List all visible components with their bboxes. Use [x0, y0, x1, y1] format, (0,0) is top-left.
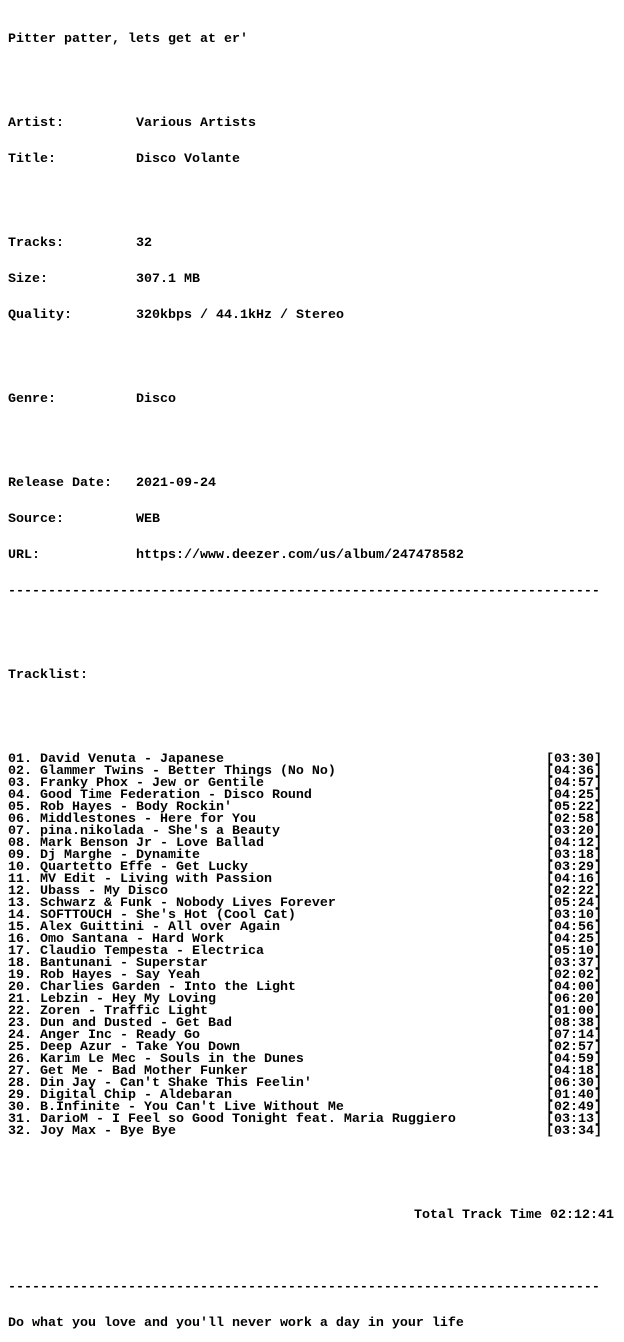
- source-label: Source:: [8, 512, 64, 527]
- url-value[interactable]: https://www.deezer.com/us/album/247478582: [136, 548, 464, 563]
- track-title: 10. Quartetto Effe - Get Lucky: [8, 860, 248, 875]
- track-title: 04. Good Time Federation - Disco Round: [8, 788, 312, 803]
- track-duration: [05:24]: [546, 896, 602, 911]
- track-title: 01. David Venuta - Japanese: [8, 752, 224, 767]
- url-row: [8, 550, 614, 562]
- track-title: 26. Karim Le Mec - Souls in the Dunes: [8, 1052, 304, 1067]
- track-duration: [03:30]: [546, 752, 602, 767]
- track-duration: [04:16]: [546, 872, 602, 887]
- tracks-label: Tracks:: [8, 236, 64, 251]
- track-title: 05. Rob Hayes - Body Rockin': [8, 800, 232, 815]
- track-duration: [07:14]: [546, 1028, 602, 1043]
- track-title: 30. B.Infinite - You Can't Live Without Me: [8, 1100, 344, 1115]
- tracks-value: 32: [136, 236, 152, 251]
- release-date-row: [8, 478, 614, 490]
- track-title: 23. Dun and Dusted - Get Bad: [8, 1016, 232, 1031]
- size-label: Size:: [8, 272, 48, 287]
- track-title: 03. Franky Phox - Jew or Gentile: [8, 776, 264, 791]
- track-duration: [01:00]: [546, 1004, 602, 1019]
- artist-row: [8, 118, 614, 130]
- track-title: 08. Mark Benson Jr - Love Ballad: [8, 836, 264, 851]
- track-duration: [05:22]: [546, 800, 602, 815]
- track-title: 19. Rob Hayes - Say Yeah: [8, 968, 200, 983]
- tracklist: [8, 754, 614, 1138]
- track-duration: [04:59]: [546, 1052, 602, 1067]
- track-title: 27. Get Me - Bad Mother Funker: [8, 1064, 248, 1079]
- track-duration: [05:10]: [546, 944, 602, 959]
- track-duration: [08:38]: [546, 1016, 602, 1031]
- track-duration: [06:20]: [546, 992, 602, 1007]
- track-duration: [02:02]: [546, 968, 602, 983]
- track-title: 29. Digital Chip - Aldebaran: [8, 1088, 232, 1103]
- track-title: 17. Claudio Tempesta - Electrica: [8, 944, 264, 959]
- quality-value: 320kbps / 44.1kHz / Stereo: [136, 308, 344, 323]
- track-duration: [03:29]: [546, 860, 602, 875]
- track-title: 21. Lebzin - Hey My Loving: [8, 992, 216, 1007]
- track-duration: [03:18]: [546, 848, 602, 863]
- track-duration: [03:37]: [546, 956, 602, 971]
- track-duration: [04:36]: [546, 764, 602, 779]
- track-duration: [02:57]: [546, 1040, 602, 1055]
- nfo-document: [8, 10, 614, 1342]
- title-label: Title:: [8, 152, 56, 167]
- track-title: 25. Deep Azur - Take You Down: [8, 1040, 240, 1055]
- track-duration: [06:30]: [546, 1076, 602, 1091]
- url-label: URL:: [8, 548, 40, 563]
- track-title: 32. Joy Max - Bye Bye: [8, 1124, 176, 1139]
- size-value: 307.1 MB: [136, 272, 200, 287]
- track-title: 02. Glammer Twins - Better Things (No No): [8, 764, 336, 779]
- quality-label: Quality:: [8, 308, 72, 323]
- track-title: 20. Charlies Garden - Into the Light: [8, 980, 296, 995]
- track-duration: [04:57]: [546, 776, 602, 791]
- track-title: 16. Omo Santana - Hard Work: [8, 932, 224, 947]
- footer-quote: Do what you love and you'll never work a day in your life: [8, 1316, 464, 1331]
- track-title: 22. Zoren - Traffic Light: [8, 1004, 208, 1019]
- title-row: [8, 154, 614, 166]
- release-date-value: 2021-09-24: [136, 476, 216, 491]
- source-row: [8, 514, 614, 526]
- track-title: 13. Schwarz & Funk - Nobody Lives Forever: [8, 896, 336, 911]
- track-duration: [03:20]: [546, 824, 602, 839]
- title-value: Disco Volante: [136, 152, 240, 167]
- source-value: WEB: [136, 512, 160, 527]
- track-title: 07. pina.nikolada - She's a Beauty: [8, 824, 280, 839]
- track-title: 06. Middlestones - Here for You: [8, 812, 256, 827]
- track-duration: [04:12]: [546, 836, 602, 851]
- size-row: [8, 274, 614, 286]
- tracklist-heading: Tracklist:: [8, 668, 88, 683]
- genre-label: Genre:: [8, 392, 56, 407]
- track-duration: [04:00]: [546, 980, 602, 995]
- track-duration: [04:25]: [546, 788, 602, 803]
- tracks-row: [8, 238, 614, 250]
- header-line: Pitter patter, lets get at er': [8, 32, 248, 47]
- separator-rule: --------------------------------------------------------------------------: [8, 1282, 600, 1294]
- track-title: 11. MV Edit - Living with Passion: [8, 872, 272, 887]
- track-duration: [04:25]: [546, 932, 602, 947]
- separator-rule: --------------------------------------------------------------------------: [8, 586, 600, 598]
- genre-row: [8, 394, 614, 406]
- track-duration: [02:58]: [546, 812, 602, 827]
- track-title: 31. DarioM - I Feel so Good Tonight feat. Maria Ruggiero: [8, 1112, 456, 1127]
- track-title: 18. Bantunani - Superstar: [8, 956, 208, 971]
- track-duration: [01:40]: [546, 1088, 602, 1103]
- track-duration: [03:13]: [546, 1112, 602, 1127]
- track-duration: [02:49]: [546, 1100, 602, 1115]
- total-track-time: Total Track Time 02:12:41: [414, 1208, 614, 1223]
- track-duration: [03:34]: [546, 1124, 602, 1139]
- artist-label: Artist:: [8, 116, 64, 131]
- track-title: 24. Anger Inc - Ready Go: [8, 1028, 200, 1043]
- track-duration: [02:22]: [546, 884, 602, 899]
- track-duration: [04:56]: [546, 920, 602, 935]
- track-duration: [04:18]: [546, 1064, 602, 1079]
- artist-value: Various Artists: [136, 116, 256, 131]
- track-title: 12. Ubass - My Disco: [8, 884, 168, 899]
- track-title: 28. Din Jay - Can't Shake This Feelin': [8, 1076, 312, 1091]
- track-title: 14. SOFTTOUCH - She's Hot (Cool Cat): [8, 908, 296, 923]
- track-title: 15. Alex Guittini - All over Again: [8, 920, 280, 935]
- track-duration: [03:10]: [546, 908, 602, 923]
- track-title: 09. Dj Marghe - Dynamite: [8, 848, 200, 863]
- quality-row: [8, 310, 614, 322]
- track-row: [8, 1126, 602, 1138]
- release-date-label: Release Date:: [8, 476, 112, 491]
- genre-value: Disco: [136, 392, 176, 407]
